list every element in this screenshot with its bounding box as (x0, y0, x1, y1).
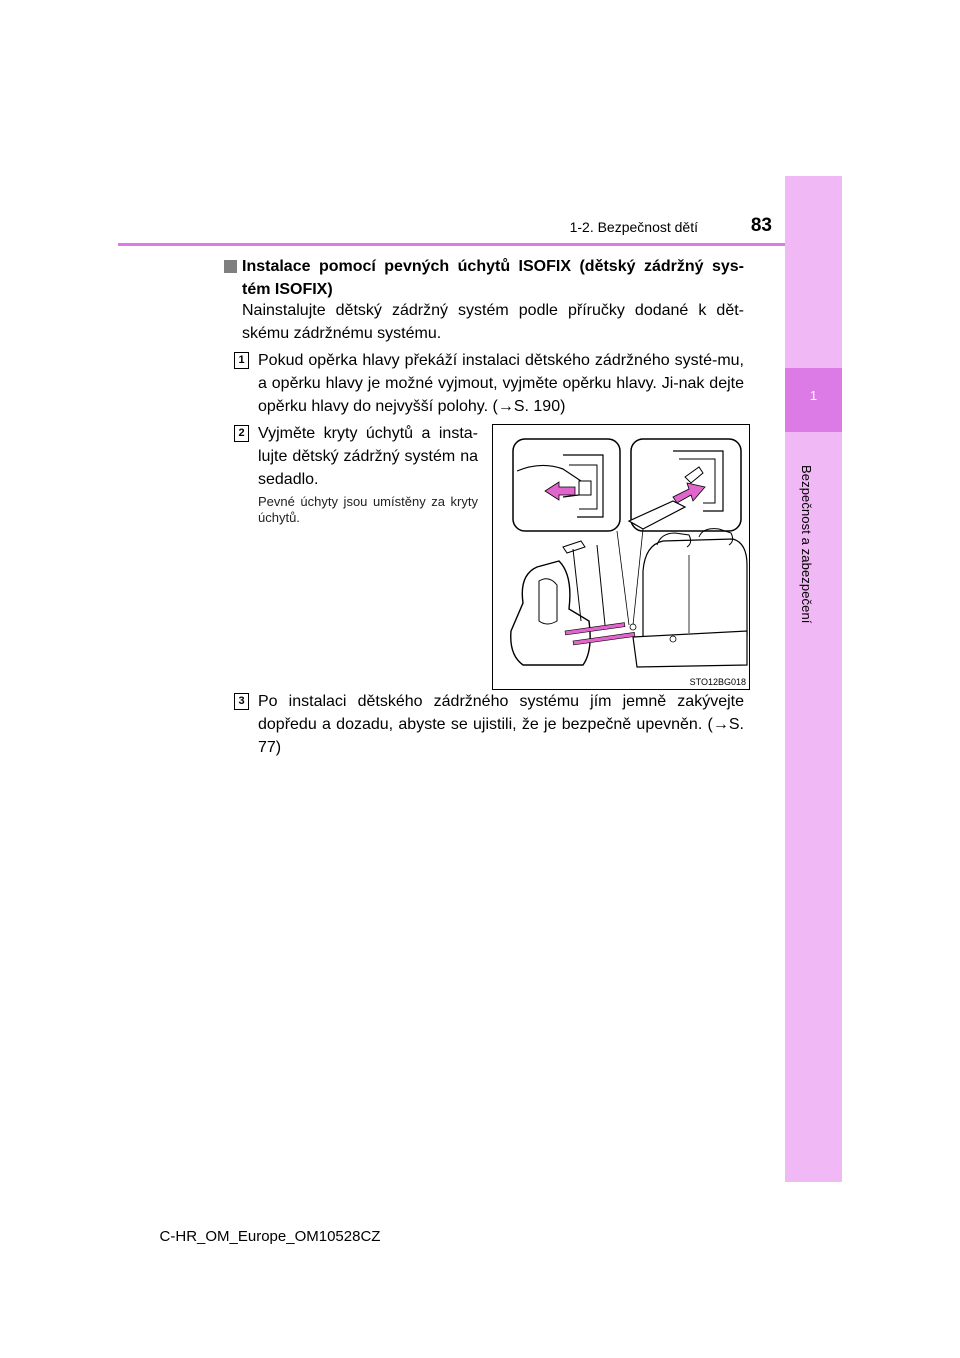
square-bullet-icon (224, 260, 237, 273)
section-heading-text: Instalace pomocí pevných úchytů ISOFIX (dětský zádržný sys-tém ISOFIX) (242, 258, 744, 298)
step-number-3: 3 (234, 693, 249, 710)
step-number-1: 1 (234, 352, 249, 369)
section-heading (224, 255, 744, 301)
chapter-title: Bezpečnost a zabezpečení (799, 465, 814, 624)
chapter-number: 1 (809, 388, 818, 403)
isofix-installation-figure (492, 424, 750, 690)
step-text-1: Pokud opěrka hlavy překáží instalaci dětského zádržného systé-mu, a opěrku hlavy je možné vyjmout, vyjměte opěrku hlavy. Ji-nak dejte opěrku hlavy do nejvyšší polohy. (→S. 190) (258, 352, 744, 415)
step-text-3: Po instalaci dětského zádržného systému jím jemně zakývejte dopředu a dozadu, abyste se ujistili, že je bezpečně upevněn. (→S. 77) (258, 693, 744, 756)
document-id: C-HR_OM_Europe_OM10528CZ (159, 1228, 381, 1245)
page-number: 83 (750, 215, 772, 236)
intro-paragraph: Nainstalujte dětský zádržný systém podle příručky dodané k dět-skému zádržnému systému. (242, 302, 744, 342)
isofix-illustration (493, 425, 749, 689)
step-note-2: Pevné úchyty jsou umístěny za kryty úchytů. (258, 494, 478, 525)
step-number-2: 2 (234, 425, 249, 442)
step-text-2: Vyjměte kryty úchytů a insta-lujte dětský zádržný systém na sedadlo. (258, 425, 478, 488)
running-head: 1-2. Bezpečnost dětí (569, 219, 698, 235)
chapter-side-tab (785, 176, 842, 1182)
header-rule (118, 243, 785, 246)
figure-code: STO12BG018 (689, 677, 746, 687)
